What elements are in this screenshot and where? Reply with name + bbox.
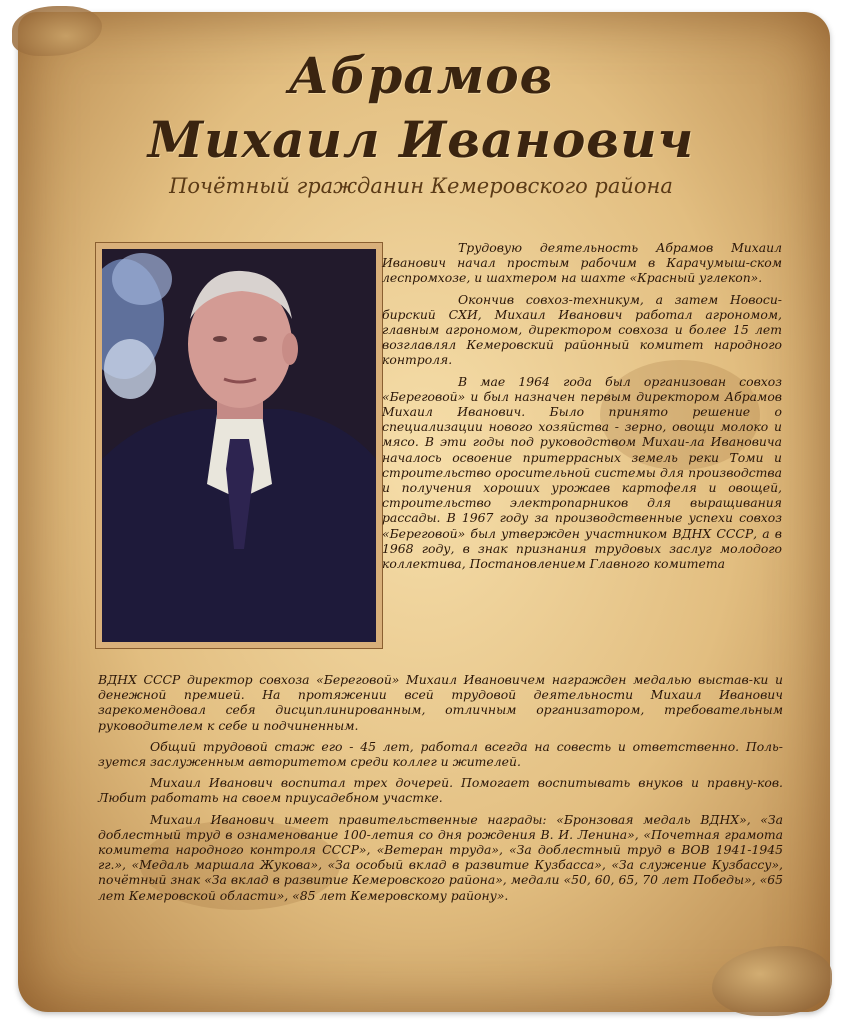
biography-full-width (98, 672, 783, 909)
portrait-photo (102, 249, 376, 642)
portrait-frame (95, 242, 383, 649)
title-given-name: Михаил Иванович (147, 110, 695, 169)
subtitle: Почётный гражданин Кемеровского района (169, 174, 673, 198)
paragraph: В мае 1964 года был организован совхоз «Береговой» и был назначен первым директором Абрамов Михаил Иванович. Было принято решение о специализации нового хозяйства - зерно, овощи молоко и мясо. В эти годы под руководством Михаи-ла Ивановича началось освоение притеррасных земель реки Томи и строительство оросительной системы для производства и получения хороших урожаев картофеля и овощей, строительство электропарников для выращивания рассады. В 1967 году за производственные успехи совхоз «Береговой» был утвержден участником ВДНХ СССР, а в 1968 году, в знак признания трудовых заслуг молодого коллектива, Постановлением Главного комитета (382, 373, 782, 572)
paragraph: Окончив совхоз-техникум, а затем Новоси-бирский СХИ, Михаил Иванович работал агрономом, главным агрономом, директором совхоза и более 15 лет возглавлял Кемеровский районный комитет народного контроля. (382, 291, 782, 368)
paragraph: ВДНХ СССР директор совхоза «Береговой» Михаил Ивановичем награжден медалью выстав-ки и денежной премией. На протяжении всей трудовой деятельности Михаил Иванович зарекомендовал себя дисциплинированным, отличным организатором, требовательным руководителем к себе и подчиненным. (98, 672, 783, 733)
paragraph-awards: Михаил Иванович имеет правительственные награды: «Бронзовая медаль ВДНХ», «За доблестный труд в ознаменование 100-летия со дня рождения В. И. Ленина», «Почетная грамота комитета народного контроля СССР», «Ветеран труда», «За доблестный труд в ВОВ 1941-1945 гг.», «Медаль маршала Жукова», «За особый вклад в развитие Кузбасса», «За служение Кузбассу», почётный знак «За вклад в развитие Кемеровского района», медали «50, 60, 65, 70 лет Победы», «65 лет Кемеровской области», «85 лет Кемеровскому району». (98, 811, 783, 903)
paragraph: Михаил Иванович воспитал трех дочерей. Помогает воспитывать внуков и правну-ков. Любит работать на своем приусадебном участке. (98, 775, 783, 806)
biography-column (382, 240, 782, 577)
title-surname: Абрамов (288, 46, 554, 105)
portrait-illustration (102, 249, 376, 642)
paragraph: Трудовую деятельность Абрамов Михаил Иванович начал простым рабочим в Карачумыш-ском леспромхозе, и шахтером на шахте «Красный углекоп». (382, 240, 782, 286)
paragraph: Общий трудовой стаж его - 45 лет, работал всегда на совесть и ответственно. Поль-зуется заслуженным авторитетом среди коллег и жителей. (98, 738, 783, 770)
